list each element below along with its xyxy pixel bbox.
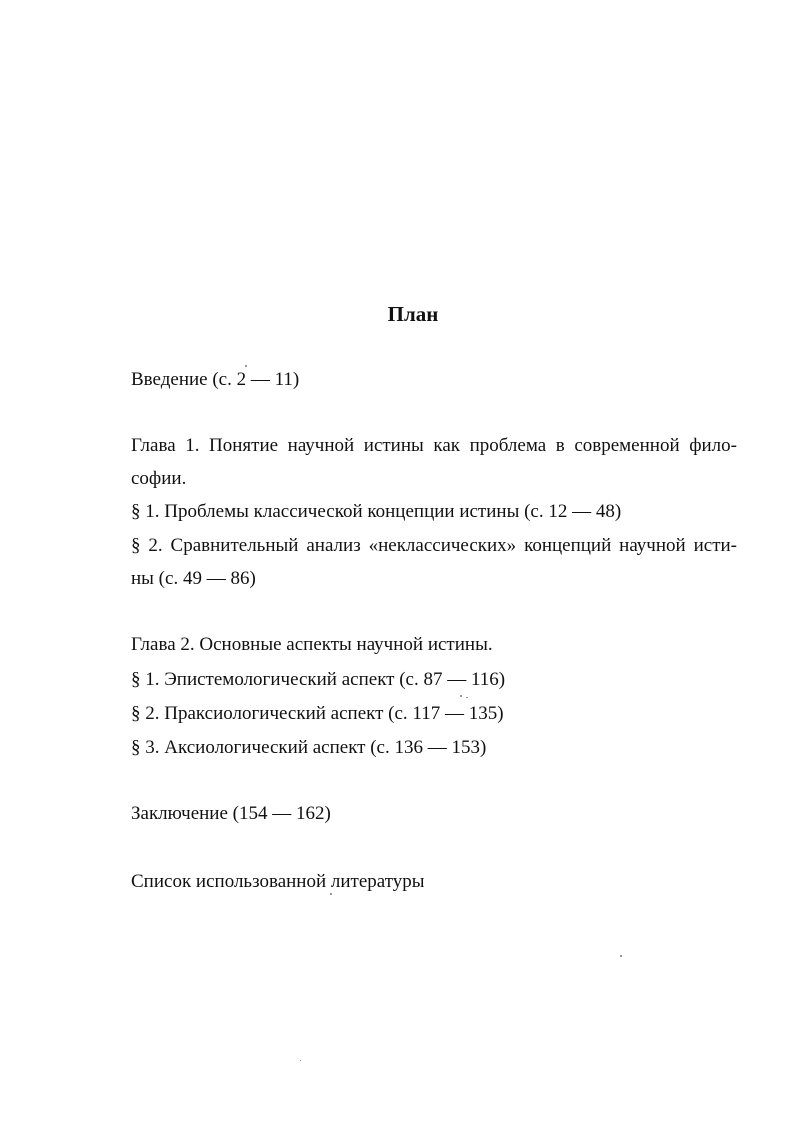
toc-chapter-1-heading-line-2: софии. [131, 468, 187, 489]
toc-bibliography: Список использованной литературы [131, 871, 425, 892]
toc-chapter-2-section-2: § 2. Праксиологический аспект (с. 117 — 135) [131, 703, 504, 724]
scan-speck [460, 695, 462, 697]
toc-conclusion: Заключение (154 — 162) [131, 803, 331, 824]
scan-speck [330, 893, 332, 895]
toc-chapter-1-heading-line-1: Глава 1. Понятие научной истины как проблема в современной фило- [131, 435, 737, 456]
toc-chapter-1-section-1: § 1. Проблемы классической концепции истины (с. 12 — 48) [131, 501, 622, 522]
scan-speck [620, 955, 622, 957]
toc-chapter-2-heading: Глава 2. Основные аспекты научной истины. [131, 634, 493, 655]
toc-chapter-1-section-2-line-2: ны (с. 49 — 86) [131, 568, 256, 589]
toc-chapter-1-section-2-line-1: § 2. Сравнительный анализ «неклассических» концепций научной исти- [131, 535, 737, 556]
toc-chapter-2-section-3: § 3. Аксиологический аспект (с. 136 — 153) [131, 737, 487, 758]
toc-introduction: Введение (с. 2 — 11) [131, 369, 300, 390]
scan-speck [245, 365, 247, 367]
scan-speck [466, 697, 468, 698]
scan-speck [300, 1060, 301, 1061]
toc-chapter-2-section-1: § 1. Эпистемологический аспект (с. 87 — 116) [131, 669, 506, 690]
page-title: План [387, 302, 439, 326]
